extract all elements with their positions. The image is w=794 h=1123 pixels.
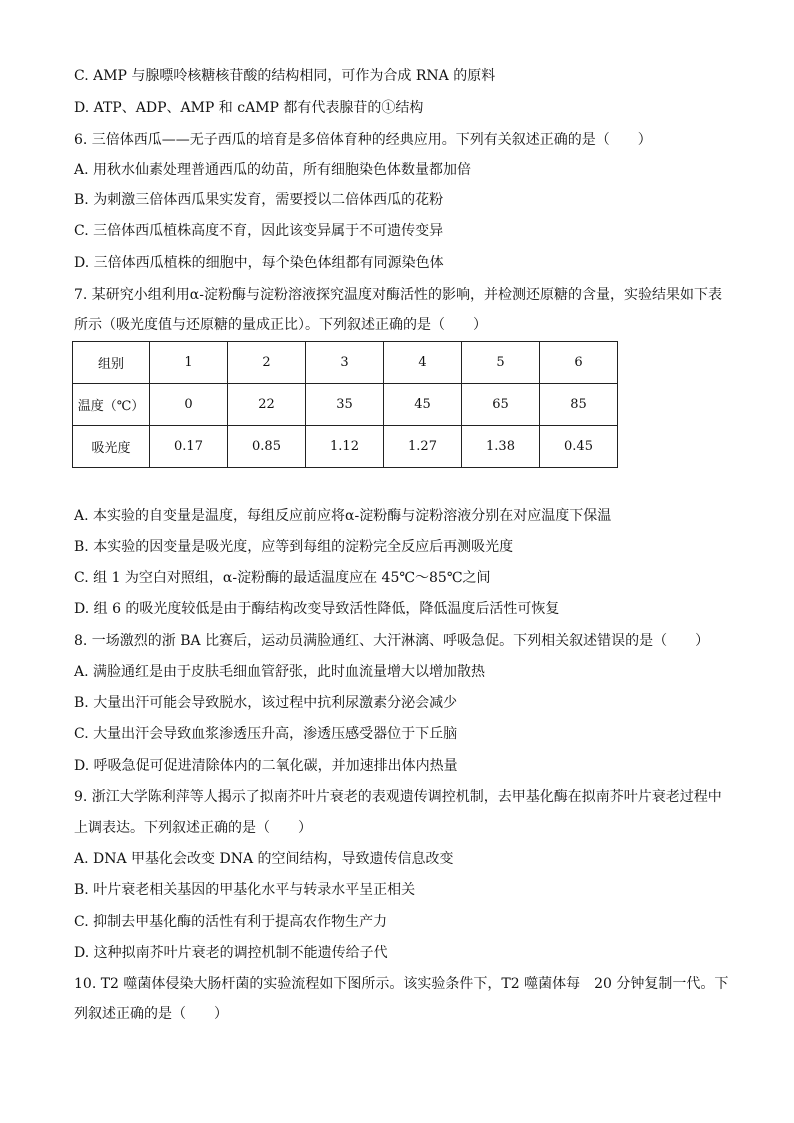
option-6c: C. 三倍体西瓜植株高度不育，因此该变异属于不可遗传变异 [74, 223, 444, 239]
option-8c: C. 大量出汗会导致血浆渗透压升高，渗透压感受器位于下丘脑 [74, 726, 458, 742]
table-cell: 1 [150, 342, 228, 384]
question-9-stem-line-1: 9. 浙江大学陈利萍等人揭示了拟南芥叶片衰老的表观遗传调控机制，去甲基化酶在拟南芥叶片衰老过程中 [74, 789, 722, 805]
table-cell: 22 [228, 384, 306, 426]
table-cell: 6 [540, 342, 618, 384]
option-7c: C. 组 1 为空白对照组，α-淀粉酶的最适温度应在 45℃～85℃之间 [74, 570, 491, 586]
option-8d: D. 呼吸急促可促进清除体内的二氧化碳，并加速排出体内热量 [74, 758, 458, 774]
option-9a: A. DNA 甲基化会改变 DNA 的空间结构，导致遗传信息改变 [74, 851, 454, 867]
option-6d: D. 三倍体西瓜植株的细胞中，每个染色体组都有同源染色体 [74, 255, 444, 271]
question-7-stem-line-1: 7. 某研究小组利用α-淀粉酶与淀粉溶液探究温度对酶活性的影响，并检测还原糖的含量，实验结果如下表 [74, 287, 722, 303]
table-cell: 0.45 [540, 426, 618, 468]
table-cell: 65 [462, 384, 540, 426]
option-6a: A. 用秋水仙素处理普通西瓜的幼苗，所有细胞染色体数量都加倍 [74, 162, 472, 178]
table-cell: 0.17 [150, 426, 228, 468]
option-5c: C. AMP 与腺嘌呤核糖核苷酸的结构相同，可作为合成 RNA 的原料 [74, 68, 496, 84]
option-9d: D. 这种拟南芥叶片衰老的调控机制不能遗传给子代 [74, 945, 388, 961]
table-cell: 3 [306, 342, 384, 384]
table-cell: 1.27 [384, 426, 462, 468]
row-header-group: 组别 [73, 342, 150, 384]
option-8a: A. 满脸通红是由于皮肤毛细血管舒张，此时血流量增大以增加散热 [74, 664, 486, 680]
table-cell: 35 [306, 384, 384, 426]
table-cell: 0 [150, 384, 228, 426]
table-cell: 2 [228, 342, 306, 384]
option-7a: A. 本实验的自变量是温度，每组反应前应将α-淀粉酶与淀粉溶液分别在对应温度下保温 [74, 508, 612, 524]
row-header-absorbance: 吸光度 [73, 426, 150, 468]
row-header-temperature: 温度（℃） [73, 384, 150, 426]
table-cell: 4 [384, 342, 462, 384]
question-7-stem-line-2: 所示（吸光度值与还原糖的量成正比）。下列叙述正确的是（ ） [74, 317, 487, 333]
question-10-stem-line-2: 列叙述正确的是（ ） [74, 1006, 228, 1022]
option-7b: B. 本实验的因变量是吸光度，应等到每组的淀粉完全反应后再测吸光度 [74, 539, 514, 555]
option-9c: C. 抑制去甲基化酶的活性有利于提高农作物生产力 [74, 914, 388, 930]
table-cell: 0.85 [228, 426, 306, 468]
question-6-stem: 6. 三倍体西瓜——无子西瓜的培育是多倍体育种的经典应用。下列有关叙述正确的是（ ） [74, 132, 652, 148]
results-table [72, 341, 618, 468]
option-5d: D. ATP、ADP、AMP 和 cAMP 都有代表腺苷的①结构 [74, 100, 424, 116]
option-9b: B. 叶片衰老相关基因的甲基化水平与转录水平呈正相关 [74, 882, 416, 898]
table-cell: 5 [462, 342, 540, 384]
option-7d: D. 组 6 的吸光度较低是由于酶结构改变导致活性降低，降低温度后活性可恢复 [74, 601, 560, 617]
table-cell: 45 [384, 384, 462, 426]
table-row [73, 342, 618, 384]
table-row [73, 384, 618, 426]
table-cell: 85 [540, 384, 618, 426]
option-6b: B. 为刺激三倍体西瓜果实发育，需要授以二倍体西瓜的花粉 [74, 192, 444, 208]
question-8-stem: 8. 一场激烈的浙 BA 比赛后，运动员满脸通红、大汗淋漓、呼吸急促。下列相关叙述错误的是（ ） [74, 633, 710, 649]
table-cell: 1.12 [306, 426, 384, 468]
table-row [73, 426, 618, 468]
option-8b: B. 大量出汗可能会导致脱水，该过程中抗利尿激素分泌会减少 [74, 695, 458, 711]
question-9-stem-line-2: 上调表达。下列叙述正确的是（ ） [74, 820, 312, 836]
question-10-stem-line-1: 10. T2 噬菌体侵染大肠杆菌的实验流程如下图所示。该实验条件下，T2 噬菌体每 20 分钟复制一代。下 [74, 976, 729, 992]
table-cell: 1.38 [462, 426, 540, 468]
